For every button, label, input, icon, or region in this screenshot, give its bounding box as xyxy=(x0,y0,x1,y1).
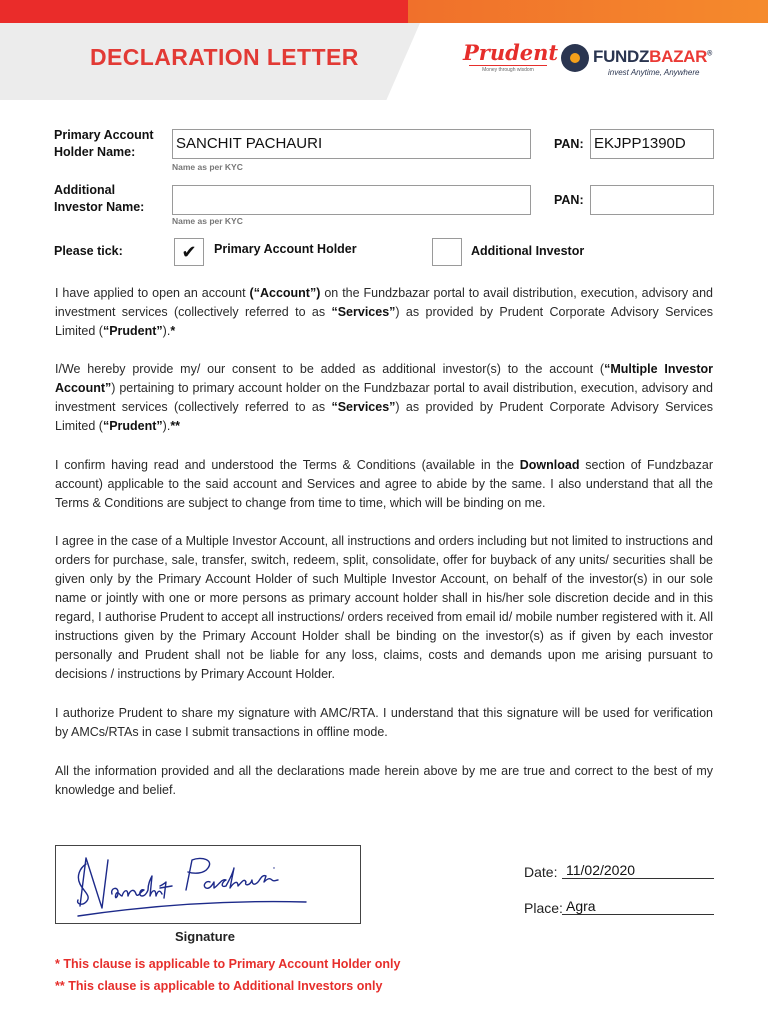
fundzbazar-logo-b: BAZAR xyxy=(649,47,708,66)
primary-pan-label: PAN: xyxy=(554,137,584,151)
primary-pan-field[interactable]: EKJPP1390D xyxy=(590,129,714,159)
clause1-star: * xyxy=(170,324,176,338)
note-additional-investors: ** This clause is applicable to Additional Investors only xyxy=(55,979,383,993)
place-field[interactable]: Agra xyxy=(562,897,714,915)
fundzbazar-slogan: invest Anytime, Anywhere xyxy=(608,68,700,77)
clause-terms xyxy=(55,456,713,513)
top-color-bar xyxy=(0,0,768,23)
additional-kyc-hint: Name as per KYC xyxy=(172,216,243,226)
clause2-bold-mia: “Multiple Investor Account” xyxy=(55,362,713,395)
primary-holder-option-label: Primary Account Holder xyxy=(214,242,357,256)
clause-additional-investor xyxy=(55,360,713,436)
primary-holder-label-line2: Holder Name: xyxy=(54,145,136,159)
clause2-star: ** xyxy=(170,419,181,433)
signature-label: Signature xyxy=(175,929,235,944)
additional-investor-label-line2: Investor Name: xyxy=(54,200,145,214)
prudent-logo-tagline: Money through wisdom xyxy=(469,65,547,73)
additional-investor-checkbox[interactable] xyxy=(432,238,462,266)
clause2-text-a: I/We hereby provide my/ our consent to be added as additional investor(s) to the account ( xyxy=(55,362,605,376)
handwritten-signature xyxy=(56,846,359,922)
clause3-bold-download: Download xyxy=(519,458,580,472)
clause-signature-share: I authorize Prudent to share my signature with AMC/RTA. I understand that this signature will be used for verification by AMCs/RTAs in case I submit transactions in offline mode. xyxy=(55,706,713,739)
clause3-text-c: section of Fundzbazar account) applicable to the said account and Services and agree to abide by the same. I also understand that all the Terms & Conditions are subject to change from time to time, which will be binding on me. xyxy=(55,458,713,510)
date-label: Date: xyxy=(524,864,558,880)
clause1-bold-prudent: “Prudent” xyxy=(102,324,163,338)
additional-name-field[interactable] xyxy=(172,185,531,215)
primary-holder-label xyxy=(54,127,154,161)
primary-holder-checkbox[interactable]: ✔ xyxy=(174,238,204,266)
additional-investor-label-line1: Additional xyxy=(54,183,116,197)
fundzbazar-mark-icon xyxy=(561,44,589,72)
fundzbazar-logo xyxy=(561,44,721,78)
additional-investor-label xyxy=(54,182,144,216)
top-bar-red xyxy=(0,0,408,23)
clause2-text-g: ). xyxy=(162,419,171,433)
primary-kyc-hint: Name as per KYC xyxy=(172,162,243,172)
primary-holder-label-line1: Primary Account xyxy=(54,128,154,142)
prudent-logo xyxy=(463,40,559,73)
additional-investor-option-label: Additional Investor xyxy=(471,244,585,258)
clause1-bold-account: (“Account”) xyxy=(249,286,321,300)
place-label: Place: xyxy=(524,900,563,916)
clause1-text-g: ). xyxy=(162,324,171,338)
note-primary-holder: * This clause is applicable to Primary Account Holder only xyxy=(55,957,401,971)
clause2-text-c: ) pertaining to primary account holder on the Fundzbazar portal to avail distribution, execution, advisory and investment services (collectively referred to as xyxy=(55,381,713,414)
clause3-text-a: I confirm having read and understood the Terms & Conditions (available in the xyxy=(55,458,520,472)
signature-box xyxy=(55,845,361,924)
clause-multiple-investor: I agree in the case of a Multiple Investor Account, all instructions and orders including but not limited to instructions and orders for purchase, sale, transfer, switch, redeem, split, consolidate, offer for buyback of any units/ securities shall be given only by the Primary Account Holder of such Multiple Investor Account, on behalf of the investor(s) in our sole name or jointly with one or more persons as primary account holder shall in his/her sole discretion decide and in this regard, I authorise Prudent to accept all instructions/ orders received from email id/ mobile number registered with it. All instructions given by the Primary Account Holder shall be binding on the investor(s) as if given by each investor personally and Prudent shall not be liable for any loss, claims, costs and demands upon me arising pursuant to decisions / instructions by Primary Account Holder. xyxy=(55,534,714,681)
fundzbazar-logo-word xyxy=(593,47,712,67)
date-field[interactable]: 11/02/2020 xyxy=(562,861,714,879)
clause-truth: All the information provided and all the declarations made herein above by me are true and correct to the best of my knowledge and belief. xyxy=(55,764,713,797)
registered-mark: ® xyxy=(707,50,712,58)
clause1-bold-services: “Services” xyxy=(331,305,396,319)
clause1-text-c: on the Fundzbazar portal to avail distribution, execution, advisory and investment services (collectively referred to as xyxy=(55,286,713,319)
page-title: DECLARATION LETTER xyxy=(90,44,359,70)
fundzbazar-logo-a: FUNDZ xyxy=(593,47,650,66)
primary-name-field[interactable]: SANCHIT PACHAURI xyxy=(172,129,531,159)
clause1-text-a: I have applied to open an account xyxy=(55,286,250,300)
clause2-bold-prudent: “Prudent” xyxy=(102,419,163,433)
top-bar-orange xyxy=(408,0,768,23)
clause2-bold-services: “Services” xyxy=(331,400,396,414)
clause1-text-e: ) as provided by Prudent Corporate Advisory Services Limited ( xyxy=(55,305,713,338)
additional-pan-field[interactable] xyxy=(590,185,714,215)
please-tick-label: Please tick: xyxy=(54,244,123,258)
prudent-logo-word: Prudent xyxy=(463,40,559,65)
additional-pan-label: PAN: xyxy=(554,193,584,207)
clause-primary-account xyxy=(55,284,713,341)
clause2-text-e: ) as provided by Prudent Corporate Advisory Services Limited ( xyxy=(55,400,713,433)
